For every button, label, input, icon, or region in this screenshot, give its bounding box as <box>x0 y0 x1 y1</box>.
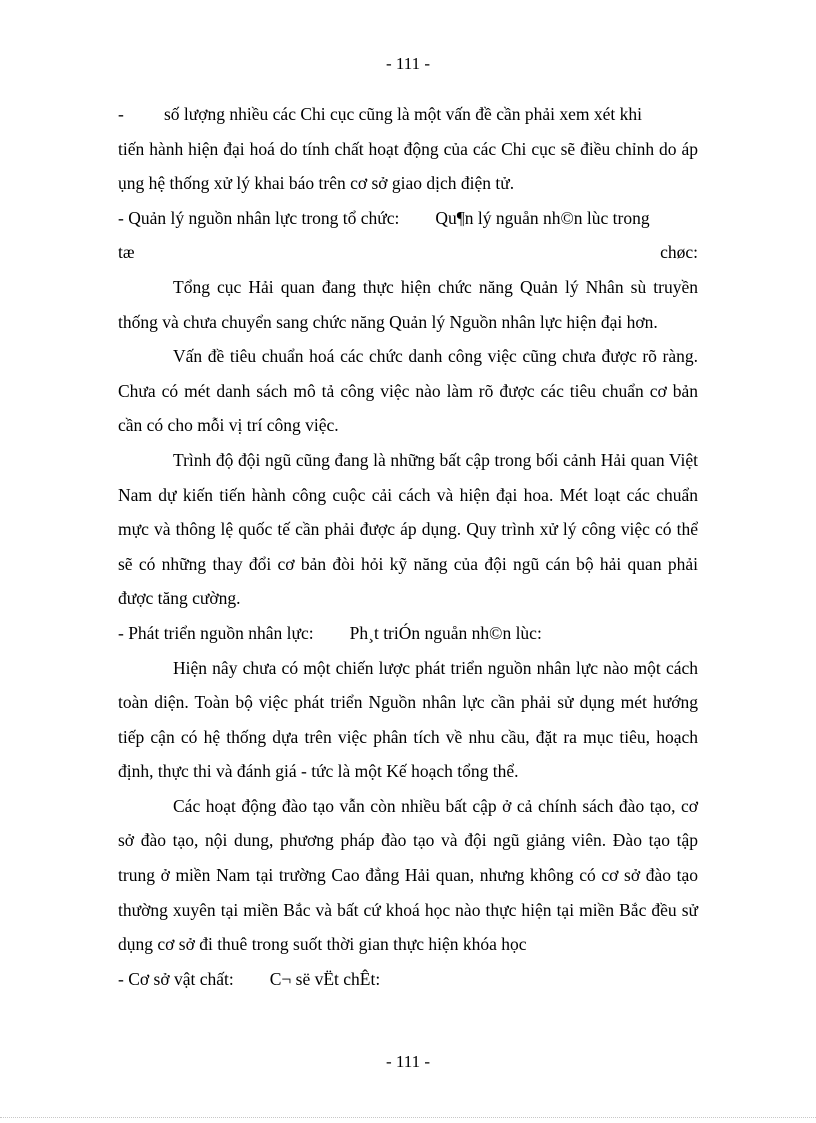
heading-hr-management <box>118 201 698 236</box>
heading-hr-management-label: - Quản lý nguồn nhân lực trong tổ chức: <box>118 207 400 228</box>
heading-hr-management-alt-b1: tæ <box>118 242 135 263</box>
paragraph-1-rest: tiến hành hiện đại hoá do tính chất hoạt động của các Chi cục sẽ điều chỉnh do áp ụng hệ thống xử lý khai báo trên cơ sở giao dịch điện tử. <box>118 138 698 194</box>
heading-hr-management-alt-b2: chøc: <box>660 242 698 263</box>
footer-divider <box>0 1117 816 1118</box>
heading-facilities <box>118 962 698 997</box>
document-body <box>118 97 698 996</box>
heading-facilities-label: - Cơ sở vật chất: <box>118 968 234 989</box>
heading-hr-development <box>118 616 698 651</box>
page-number-bottom: - 111 - <box>385 1052 431 1071</box>
paragraph-1-first-line <box>118 97 698 132</box>
paragraph-4: Trình độ đội ngũ cũng đang là những bất cập trong bối cảnh Hải quan Việt Nam dự kiến tiến hành công cuộc cải cách và hiện đại hoa. Mét loạt các chuẩn mực và thông lệ quốc tế cần phải được áp dụng. Quy trình xử lý công việc có thể sẽ có những thay đổi cơ bản đòi hỏi kỹ năng của đội ngũ cán bộ hải quan phải được tăng cường. <box>118 449 698 609</box>
page-number-top: - 111 - <box>385 54 431 73</box>
paragraph-5: Hiện nây chưa có một chiến lược phát triển nguồn nhân lực nào một cách toàn diện. Toàn bộ việc phát triển Nguồn nhân lực cần phải sử dụng mét hướng tiếp cận có hệ thống dựa trên việc phân tích về nhu cầu, đặt ra mục tiêu, hoạch định, thực thi và đánh giá - tức là một Kế hoạch tổng thể. <box>118 657 698 782</box>
heading-hr-development-label: - Phát triển nguồn nhân lực: <box>118 622 314 643</box>
heading-hr-management-alt: Qu¶n lý nguån nh©n lùc trong <box>435 207 650 228</box>
paragraph-1-line-1: số lượng nhiều các Chi cục cũng là một vấn đề cần phải xem xét khi <box>164 104 642 124</box>
heading-facilities-alt: C¬ së vËt chÊt: <box>269 968 381 989</box>
bullet-dash: - <box>118 104 124 124</box>
paragraph-2: Tổng cục Hải quan đang thực hiện chức năng Quản lý Nhân sù truyền thống và chưa chuyển sang chức năng Quản lý Nguồn nhân lực hiện đại hơn. <box>118 276 698 332</box>
heading-hr-management-continued <box>118 235 698 270</box>
paragraph-3: Vấn đề tiêu chuẩn hoá các chức danh công việc cũng chưa được rõ ràng. Chưa có mét danh sách mô tả công việc nào làm rõ được các tiêu chuẩn cơ bản cần có cho mỗi vị trí công việc. <box>118 346 698 436</box>
heading-hr-development-alt: Ph¸t triÓn nguån nh©n lùc: <box>349 622 542 643</box>
paragraph-6: Các hoạt động đào tạo vẫn còn nhiều bất cập ở cả chính sách đào tạo, cơ sở đào tạo, nội dung, phương pháp đào tạo và đội ngũ giảng viên. Đào tạo tập trung ở miền Nam tại trường Cao đẳng Hải quan, nhưng không có cơ sở đào tạo thường xuyên tại miền Bắc và bất cứ khoá học nào thực hiện tại miền Bắc đều sử dụng cơ sở đi thuê trong suốt thời gian thực hiện khóa học <box>118 795 698 955</box>
